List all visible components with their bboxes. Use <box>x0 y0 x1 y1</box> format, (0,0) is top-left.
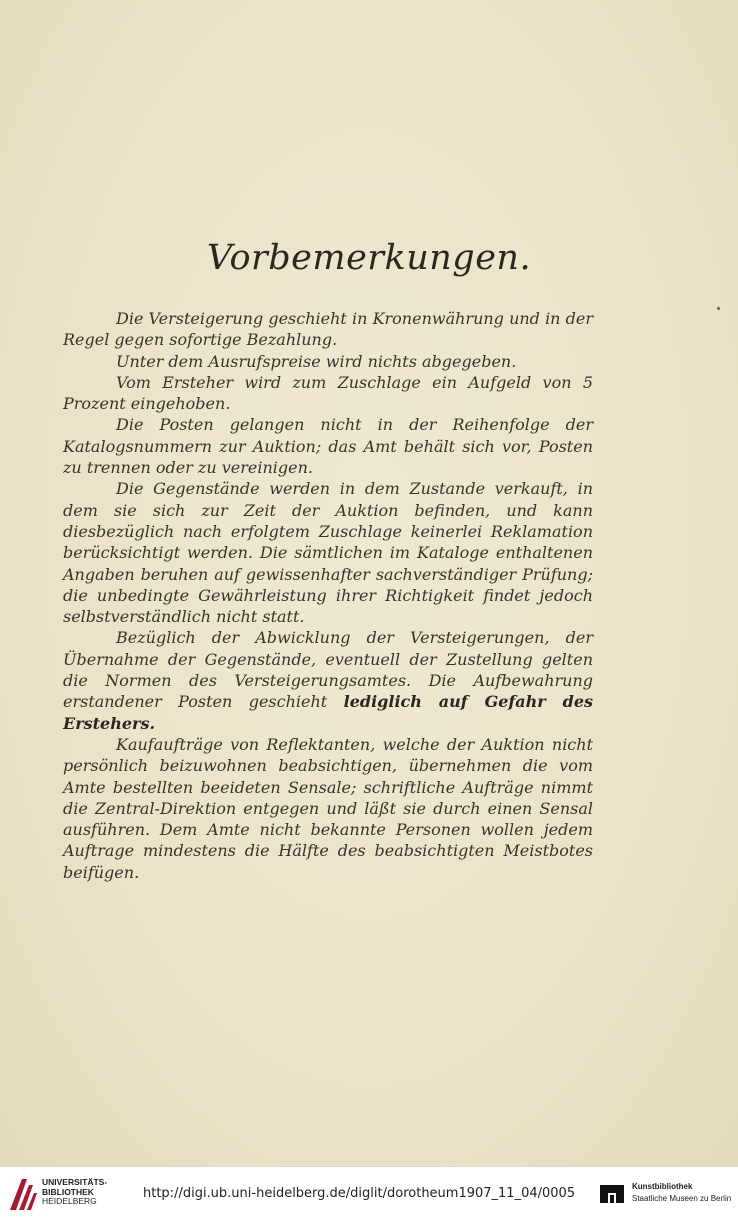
paragraph-premium: Vom Ersteher wird zum Zuschlage ein Aufgeld von 5 Prozent eingehoben. <box>63 372 593 414</box>
university-line-1: UNIVERSITÄTS- <box>42 1177 108 1187</box>
speck-mark <box>717 307 720 310</box>
footer-bar <box>0 1166 738 1221</box>
museum-line-1: Kunstbibliothek <box>632 1182 693 1191</box>
paragraph-condition: Die Gegenstände werden in dem Zustande verkauft, in dem sie sich zur Zeit der Auktion befinden, und kann diesbezüglich nach erfolgtem Zuschlage keinerlei Reklamation berücksichtigt werden. Die sämtlichen im Kataloge enthaltenen Angaben beruhen auf gewissenhafter sachverständiger Prüfung; die unbedingte Gewährleistung ihrer Richtigkeit findet jedoch selbstverständlich nicht statt. <box>63 479 593 627</box>
heidelberg-library-logo-icon <box>7 1175 39 1213</box>
museum-name <box>632 1181 731 1205</box>
source-url[interactable]: http://digi.ub.uni-heidelberg.de/diglit/dorotheum1907_11_04/0005 <box>143 1186 576 1201</box>
berlin-kunstbibliothek-logo-icon <box>598 1181 626 1207</box>
paragraph-lot-order: Die Posten gelangen nicht in der Reihenfolge der Katalogsnummern zur Auktion; das Amt behält sich vor, Posten zu trennen oder zu vereinigen. <box>63 415 593 478</box>
paragraph-handling-text: Bezüglich der Abwicklung der Versteigerungen, der Übernahme der Gegenstände, eventuell der Zustellung gelten die Normen des Versteigerungsamtes. Die Aufbewahrung erstandener Posten geschieht <box>63 628 593 712</box>
paragraph-reserve-price: Unter dem Ausrufspreise wird nichts abgegeben. <box>116 351 517 371</box>
paragraph-handling <box>63 627 593 733</box>
body-text <box>63 308 593 883</box>
university-name <box>42 1178 107 1207</box>
museum-line-2: Staatliche Museen zu Berlin <box>632 1194 732 1203</box>
university-line-3: HEIDELBERG <box>42 1196 97 1206</box>
page-title: Vorbemerkungen. <box>206 238 532 278</box>
paragraph-purchase-orders: Kaufaufträge von Reflektanten, welche der Auktion nicht persönlich beizuwohnen beabsichtigen, übernehmen die vom Amte bestellten beeideten Sensale; schriftliche Aufträge nimmt die Zentral-Direktion entgegen und läßt sie durch einen Sensal ausführen. Dem Amte nicht bekannte Personen wollen jedem Auftrage mindestens die Hälfte des beabsichtigten Meistbotes beifügen. <box>63 734 593 882</box>
paragraph-payment: Die Versteigerung geschieht in Kronenwährung und in der Regel gegen sofortige Bezahlung. <box>63 309 593 350</box>
paragraph-handling-bold: lediglich auf Gefahr des Erstehers. <box>63 692 594 733</box>
university-line-2: BIBLIOTHEK <box>42 1186 94 1197</box>
